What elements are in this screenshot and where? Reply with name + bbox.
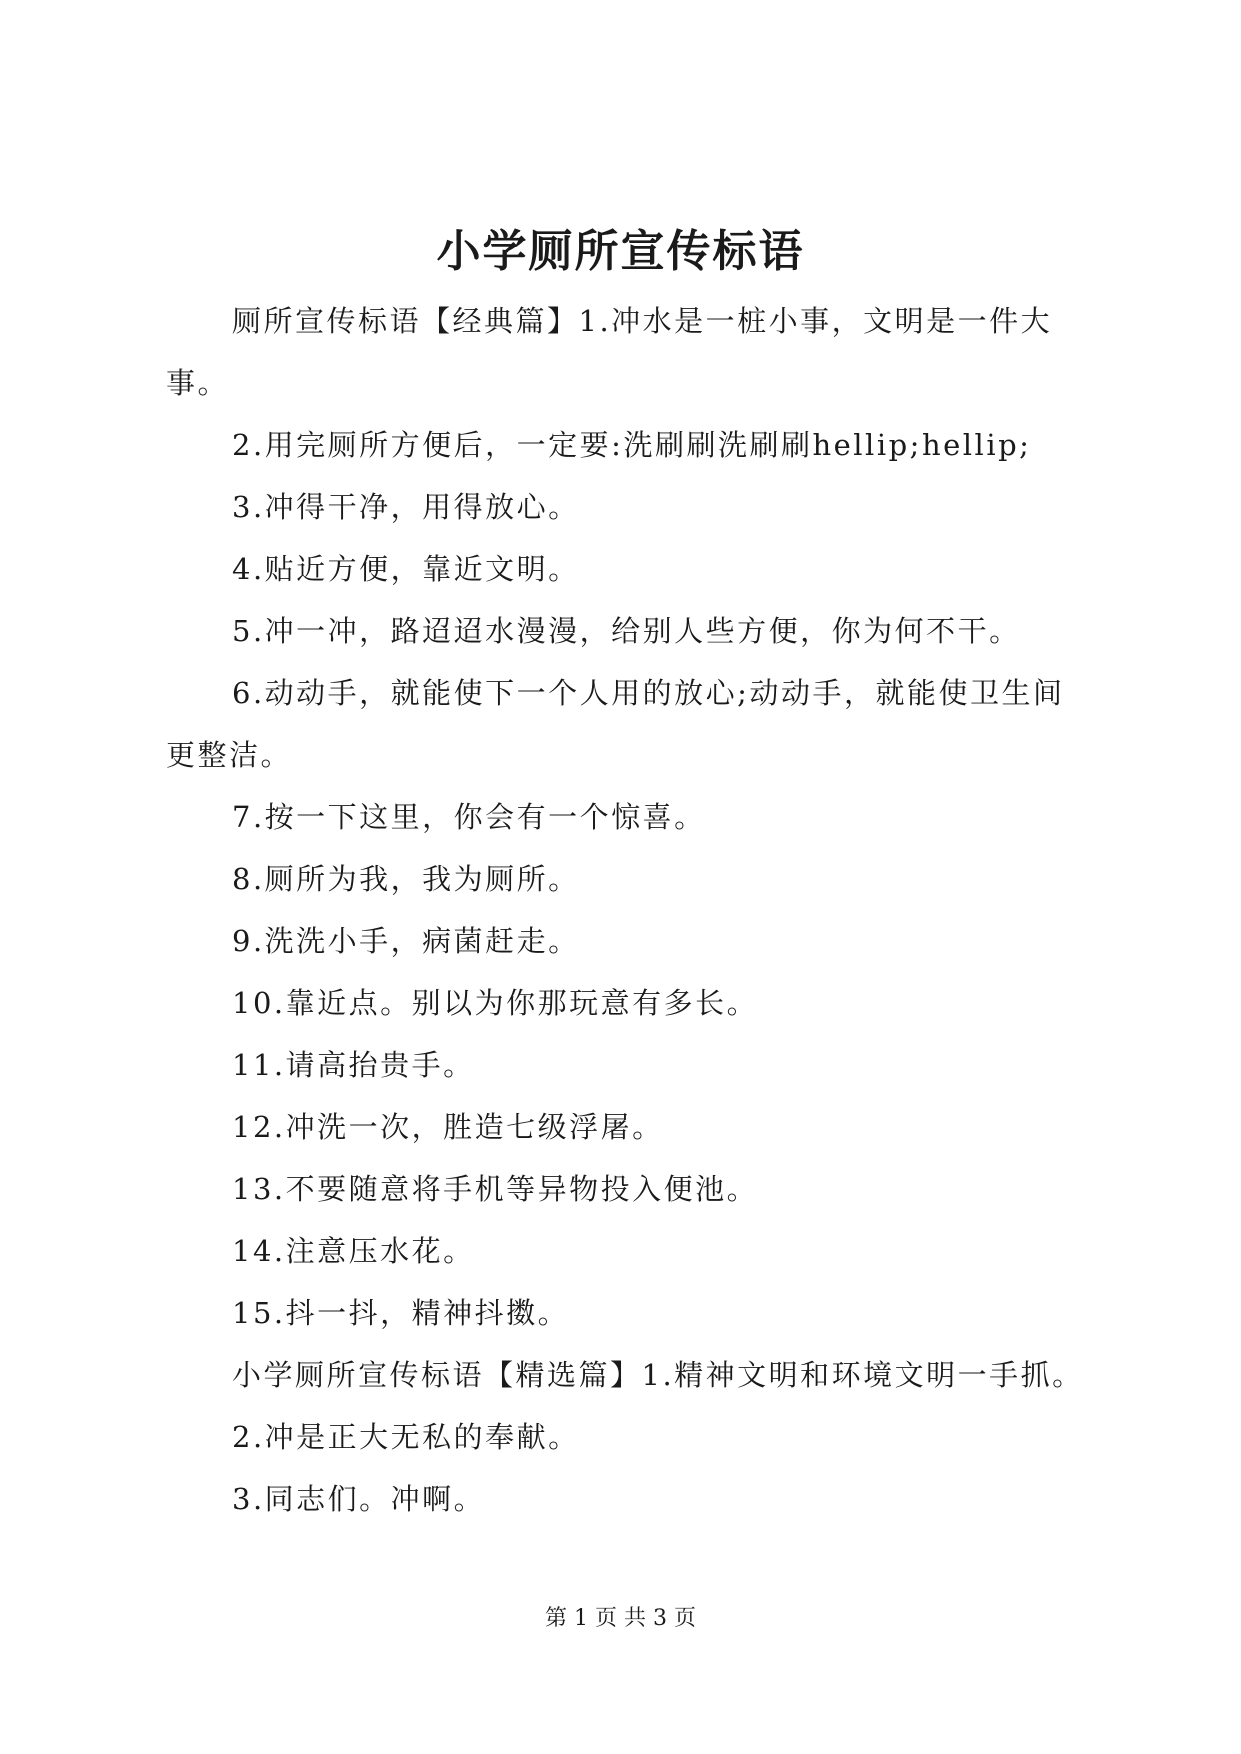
paragraph-14: 14.注意压水花。 bbox=[232, 1234, 475, 1268]
paragraph-11: 11.请高抬贵手。 bbox=[232, 1048, 475, 1082]
paragraph-15: 15.抖一抖，精神抖擞。 bbox=[232, 1296, 570, 1330]
paragraph-12: 12.冲洗一次，胜造七级浮屠。 bbox=[232, 1110, 664, 1144]
paragraph-10: 10.靠近点。别以为你那玩意有多长。 bbox=[232, 986, 759, 1020]
paragraph-9: 9.洗洗小手，病菌赶走。 bbox=[232, 924, 580, 958]
paragraph-2: 2.用完厕所方便后，一定要:洗刷刷洗刷刷hellip;hellip; bbox=[232, 428, 1032, 462]
paragraph-13: 13.不要随意将手机等异物投入便池。 bbox=[232, 1172, 759, 1206]
paragraph-3: 3.冲得干净，用得放心。 bbox=[232, 490, 580, 524]
paragraph-7: 7.按一下这里，你会有一个惊喜。 bbox=[232, 800, 706, 834]
paragraph-selected-2: 2.冲是正大无私的奉献。 bbox=[232, 1420, 580, 1454]
paragraph-selected-intro: 小学厕所宣传标语【精选篇】1.精神文明和环境文明一手抓。 bbox=[232, 1358, 1084, 1392]
paragraph-4: 4.贴近方便，靠近文明。 bbox=[232, 552, 580, 586]
paragraph-5: 5.冲一冲，路迢迢水漫漫，给别人些方便，你为何不干。 bbox=[232, 614, 1021, 648]
paragraph-classic-intro: 厕所宣传标语【经典篇】1.冲水是一桩小事，文明是一件大事。 bbox=[166, 304, 1053, 400]
paragraph-8: 8.厕所为我，我为厕所。 bbox=[232, 862, 580, 896]
document-body bbox=[166, 290, 1086, 1530]
paragraph-selected-3: 3.同志们。冲啊。 bbox=[232, 1482, 486, 1516]
paragraph-6: 6.动动手，就能使下一个人用的放心;动动手，就能使卫生间更整洁。 bbox=[166, 676, 1065, 772]
document-title: 小学厕所宣传标语 bbox=[436, 226, 805, 277]
page-footer: 第 1 页 共 3 页 bbox=[545, 1606, 696, 1631]
